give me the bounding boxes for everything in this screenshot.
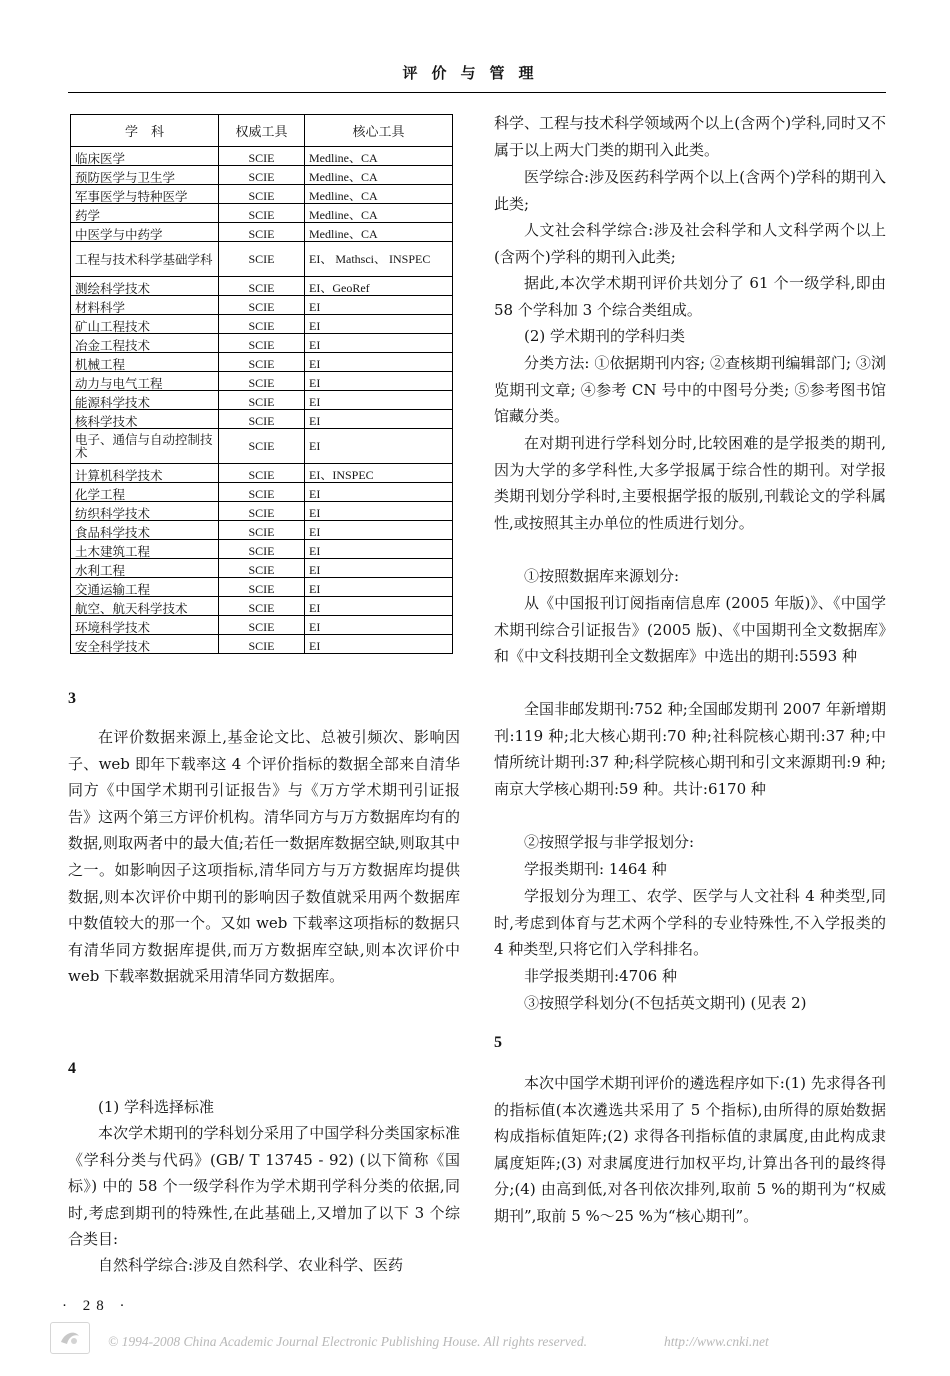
table-row [71,410,453,429]
table-row [71,277,453,296]
core-cell: EI [305,635,453,654]
subject-cell: 矿山工程技术 [71,315,219,334]
paragraph-subject-standard: 本次学术期刊的学科划分采用了中国学科分类国家标准《学科分类与代码》(GB/ T 13745 - 92) (以下简称《国标》) 中的 58 个一级学科作为学术期刊学科分类的依据,同时,考虑到期刊的特殊性,在此基础上,又增加了以下 3 个综合类目: [68,1124,460,1249]
table-row [71,464,453,483]
authority-cell: SCIE [219,559,305,578]
core-cell: EI [305,429,453,464]
paragraph-natural-science-cont: 科学、工程与技术科学领域两个以上(含两个)学科,同时又不属于以上两大门类的期刊入此类。 [494,114,886,159]
subject-cell: 航空、航天科学技术 [71,597,219,616]
subject-cell: 军事医学与特种医学 [71,185,219,204]
header-rule [68,92,886,93]
authority-cell: SCIE [219,483,305,502]
authority-cell: SCIE [219,616,305,635]
subject-cell: 工程与技术科学基础学科 [71,242,219,277]
authority-cell: SCIE [219,353,305,372]
cnki-logo-icon [50,1322,90,1354]
paragraph-xuebao-types: 学报划分为理工、农学、医学与人文社科 4 种类型,同时,考虑到体育与艺术两个学科的专业特殊性,不入学报类的 4 种类型,只将它们入学科排名。 [494,887,886,959]
core-cell: EI [305,315,453,334]
authority-cell: SCIE [219,391,305,410]
item-by-xuebao: ②按照学报与非学报划分: [524,833,695,851]
subject-cell: 机械工程 [71,353,219,372]
table-row [71,429,453,464]
core-cell: Medline、CA [305,166,453,185]
table-row [71,334,453,353]
table-row [71,521,453,540]
authority-cell: SCIE [219,296,305,315]
table-row [71,242,453,277]
subject-cell: 安全科学技术 [71,635,219,654]
subject-cell: 冶金工程技术 [71,334,219,353]
footer [50,1322,910,1358]
core-cell: EI [305,597,453,616]
subject-cell: 电子、通信与自动控制技术 [71,429,219,464]
authority-cell: SCIE [219,334,305,353]
table-row [71,353,453,372]
core-cell: EI [305,410,453,429]
subject-cell: 交通运输工程 [71,578,219,597]
table-row [71,296,453,315]
table-row [71,502,453,521]
authority-cell: SCIE [219,223,305,242]
authority-cell: SCIE [219,464,305,483]
authority-cell: SCIE [219,410,305,429]
table-row [71,635,453,654]
authority-cell: SCIE [219,597,305,616]
core-cell: EI [305,521,453,540]
table-row [71,391,453,410]
paragraph-xuebao-difficulty: 在对期刊进行学科划分时,比较困难的是学报类的期刊,因为大学的多学科性,大多学报属于综合性的期刊。对学报类期刊划分学科时,主要根据学报的版别,刊载论文的学科属性,或按照其主办单位的性质进行划分。 [494,434,886,532]
section-5-number: 5 [494,1034,502,1051]
subject-cell: 环境科学技术 [71,616,219,635]
subject-cell: 核科学技术 [71,410,219,429]
table-row [71,616,453,635]
paragraph-selection-procedure: 本次中国学术期刊评价的遴选程序如下:(1) 先求得各刊的指标值(本次遴选共采用了 5 个指标),由所得的原始数据构成指标值矩阵;(2) 求得各刊指标值的隶属度,由此构成隶属度矩阵;(3) 对隶属度进行加权平均,计算出各刊的最终得分;(4) 由高到低,对各刊依次排列,取前 5 %的期刊为“权威期刊”,取前 5 %～25 %为“核心期刊”。 [494,1074,886,1225]
core-cell: EI [305,296,453,315]
table-row [71,559,453,578]
subject-tools-table [70,114,453,654]
subject-cell: 化学工程 [71,483,219,502]
authority-cell: SCIE [219,242,305,277]
table-row [71,147,453,166]
paragraph-natural-science-start: 自然科学综合:涉及自然科学、农业科学、医药 [98,1256,404,1274]
authority-cell: SCIE [219,147,305,166]
core-cell: Medline、CA [305,223,453,242]
subject-cell: 食品科学技术 [71,521,219,540]
authority-cell: SCIE [219,502,305,521]
subject-cell: 计算机科学技术 [71,464,219,483]
footer-url[interactable]: http://www.cnki.net [664,1334,769,1349]
authority-cell: SCIE [219,277,305,296]
authority-cell: SCIE [219,204,305,223]
table-header-authority: 权威工具 [219,115,305,147]
core-cell: EI [305,578,453,597]
core-cell: EI [305,372,453,391]
core-cell: EI [305,616,453,635]
authority-cell: SCIE [219,372,305,391]
subject-cell: 纺织科学技术 [71,502,219,521]
paragraph-total-subjects: 据此,本次学术期刊评价共划分了 61 个一级学科,即由 58 个学科加 3 个综合类组成。 [494,274,886,319]
table-row [71,166,453,185]
table-header-subject: 学 科 [71,115,219,147]
table-row [71,578,453,597]
subject-cell: 测绘科学技术 [71,277,219,296]
item-by-database: ①按照数据库来源划分: [524,567,680,585]
subject-cell: 动力与电气工程 [71,372,219,391]
core-cell: Medline、CA [305,204,453,223]
line-xuebao-count: 学报类期刊: 1464 种 [524,860,667,878]
table-row [71,483,453,502]
section-4-number: 4 [68,1060,76,1077]
page-number: · 28 · [62,1298,131,1314]
authority-cell: SCIE [219,635,305,654]
subject-cell: 药学 [71,204,219,223]
core-cell: EI [305,391,453,410]
core-cell: EI [305,559,453,578]
authority-cell: SCIE [219,578,305,597]
core-cell: Medline、CA [305,147,453,166]
table-body [71,147,453,654]
section-3-paragraph: 在评价数据来源上,基金论文比、总被引频次、影响因子、web 即年下载率这 4 个评价指标的数据全部来自清华同方《中国学术期刊引证报告》与《万方学术期刊引证报告》这两个第三方评价机构。清华同方与万方数据库均有的数据,则取两者中的最大值;若任一数据库数据空缺,则取其中之一。如影响因子这项指标,清华同方与万方数据库均提供数据,则本次评价中期刊的影响因子数值就采用两个数据库中数值较大的那一个。又如 web 下载率这项指标的数据只有清华同方数据库提供,而万方数据库空缺,则本次评价中 web 下载率数据就采用清华同方数据库。 [68,728,460,986]
table-row [71,372,453,391]
core-cell: EI、GeoRef [305,277,453,296]
item-by-subject: ③按照学科划分(不包括英文期刊) (见表 2) [524,994,807,1012]
authority-cell: SCIE [219,521,305,540]
table-row [71,597,453,616]
paragraph-medical: 医学综合:涉及医药科学两个以上(含两个)学科的期刊入此类; [494,168,886,213]
authority-cell: SCIE [219,540,305,559]
subject-cell: 材料科学 [71,296,219,315]
section-3-number: 3 [68,690,76,707]
core-cell: EI、 Mathsci、 INSPEC [305,242,453,277]
table-row [71,185,453,204]
table-row [71,315,453,334]
subject-cell: 预防医学与卫生学 [71,166,219,185]
core-cell: Medline、CA [305,185,453,204]
subheading-journal-classification: (2) 学术期刊的学科归类 [524,327,686,345]
core-cell: EI [305,334,453,353]
subject-cell: 水利工程 [71,559,219,578]
table-row [71,204,453,223]
core-cell: EI [305,483,453,502]
core-cell: EI [305,353,453,372]
subject-cell: 土木建筑工程 [71,540,219,559]
table-header-core: 核心工具 [305,115,453,147]
core-cell: EI [305,540,453,559]
core-cell: EI [305,502,453,521]
subject-cell: 中医学与中药学 [71,223,219,242]
authority-cell: SCIE [219,185,305,204]
authority-cell: SCIE [219,166,305,185]
running-title: 评价与管理 [402,64,548,82]
core-cell: EI、INSPEC [305,464,453,483]
subject-cell: 能源科学技术 [71,391,219,410]
footer-copyright: © 1994-2008 China Academic Journal Electronic Publishing House. All rights reserved. [108,1334,587,1349]
table-row [71,223,453,242]
paragraph-methods: 分类方法: ①依据期刊内容; ②查核期刊编辑部门; ③浏览期刊文章; ④参考 CN 号中的中图号分类; ⑤参考图书馆馆藏分类。 [494,354,886,426]
line-non-xuebao-count: 非学报类期刊:4706 种 [524,967,677,985]
paragraph-journal-counts: 全国非邮发期刊:752 种;全国邮发期刊 2007 年新增期刊:119 种;北大核心期刊:70 种;社科院核心期刊:37 种;中情所统计期刊:37 种;科学院核心期刊和引文来源期刊:9 种;南京大学核心期刊:59 种。共计:6170 种 [494,700,886,798]
subject-cell: 临床医学 [71,147,219,166]
table-row [71,540,453,559]
subheading-subject-standard: (1) 学科选择标准 [98,1098,215,1116]
paragraph-humanities: 人文社会科学综合:涉及社会科学和人文科学两个以上(含两个)学科的期刊入此类; [494,221,886,266]
authority-cell: SCIE [219,429,305,464]
authority-cell: SCIE [219,315,305,334]
paragraph-database-sources: 从《中国报刊订阅指南信息库 (2005 年版)》、《中国学术期刊综合引证报告》(2005 版)、《中国期刊全文数据库》和《中文科技期刊全文数据库》中选出的期刊:5593 种 [494,594,886,666]
